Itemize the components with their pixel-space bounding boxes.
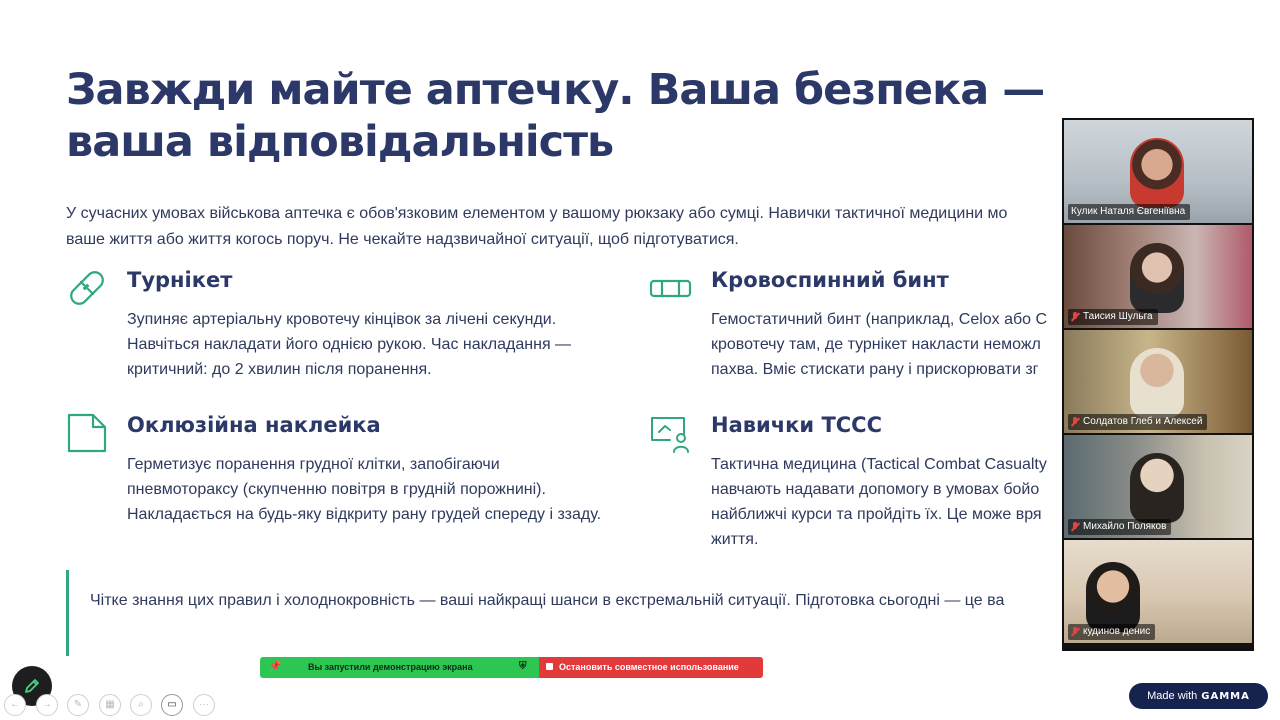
slide-title-line-1: Завжди майте аптечку. Ваша безпека — — [66, 65, 1045, 115]
participant-tile[interactable] — [1064, 435, 1252, 538]
participant-tile[interactable] — [1064, 330, 1252, 433]
mic-off-icon — [1071, 627, 1080, 637]
brush-button[interactable] — [67, 694, 89, 716]
feature-line: найближчі курси та пройдіть їх. Це може вря — [711, 506, 1042, 523]
made-with-gamma-badge[interactable] — [1129, 683, 1268, 709]
participant-name: Михайло Поляков — [1083, 521, 1167, 532]
stop-sharing-label: Остановить совместное использование — [559, 662, 739, 672]
feature-line: пневмотораксу (скупченню повітря в грудній порожнині). — [127, 481, 546, 498]
feature-line: Зупиняє артеріальну кровотечу кінцівок за лічені секунди. — [127, 311, 557, 328]
participant-video — [1130, 138, 1184, 208]
next-slide-button[interactable] — [36, 694, 58, 716]
feature-description — [711, 307, 1047, 382]
more-options-button[interactable] — [193, 694, 215, 716]
feature-title: Турнікет — [127, 268, 233, 292]
feature-title: Навички TCCC — [711, 413, 883, 437]
feature-description — [127, 307, 571, 382]
stop-sharing-button[interactable] — [539, 657, 763, 678]
screen-share-status-label: Вы запустили демонстрацию экрана — [308, 662, 473, 672]
participant-video-strip — [1062, 118, 1254, 651]
brush-icon: ✎ — [73, 699, 83, 710]
participant-name: Таисия Шульга — [1083, 311, 1153, 322]
camera-icon: ▭ — [167, 699, 177, 710]
feature-title: Оклюзійна наклейка — [127, 413, 381, 437]
participant-tile[interactable] — [1064, 540, 1252, 643]
mic-off-icon — [1071, 312, 1080, 322]
arrow-left-icon: ← — [10, 699, 20, 710]
screen-share-bar — [260, 657, 763, 678]
stop-icon — [546, 663, 553, 670]
mic-off-icon — [1071, 417, 1080, 427]
bandage-icon — [66, 267, 108, 309]
document-icon — [66, 412, 108, 454]
feature-line: Герметизує поранення грудної клітки, запобігаючи — [127, 456, 500, 473]
participant-video — [1130, 348, 1184, 418]
pill-icon — [650, 267, 692, 309]
feature-line: Накладається на будь-яку відкриту рану грудей спереду і ззаду. — [127, 506, 602, 523]
feature-line: Тактична медицина (Tactical Combat Casualty — [711, 456, 1047, 473]
gamma-logo: GAMMA — [1201, 690, 1250, 702]
grid-view-button[interactable] — [99, 694, 121, 716]
mic-off-icon — [1071, 522, 1080, 532]
feature-line: навчають надавати допомогу в умовах бойо — [711, 481, 1040, 498]
participant-name: Солдатов Глеб и Алексей — [1083, 416, 1203, 427]
participant-tile[interactable] — [1064, 120, 1252, 223]
feature-title: Кровоспинний бинт — [711, 268, 949, 292]
feature-line: Гемостатичний бинт (наприклад, Celox або C — [711, 311, 1048, 328]
pen-icon — [23, 677, 41, 695]
feature-line: Навчіться накладати його однією рукою. Час накладання — — [127, 336, 572, 353]
participant-name-tag — [1068, 204, 1190, 220]
slide-title-line-2: ваша відповідальність — [66, 117, 614, 167]
participant-name: кудинов денис — [1083, 626, 1151, 637]
zoom-button[interactable] — [130, 694, 152, 716]
pin-icon[interactable]: 📌 — [269, 661, 282, 672]
feature-line: життя. — [711, 531, 759, 548]
magnifier-icon: ⌕ — [138, 699, 144, 710]
badge-prefix: Made with — [1147, 690, 1198, 702]
previous-slide-button[interactable] — [4, 694, 26, 716]
participant-name-tag — [1068, 414, 1207, 430]
arrow-right-icon: → — [42, 699, 52, 710]
feature-line: пахва. Вміє стискати рану і прискорювати зг — [711, 361, 1039, 378]
closing-quote: Чітке знання цих правил і холоднокровність — ваші найкращі шанси в екстремальній ситуації. Підготовка сьогодні — це ва — [90, 592, 1005, 609]
feature-line: критичний: до 2 хвилин після поранення. — [127, 361, 432, 378]
participant-name-tag — [1068, 309, 1158, 325]
participant-name-tag — [1068, 519, 1171, 535]
slide-title — [66, 64, 1186, 168]
participant-video — [1086, 562, 1140, 632]
more-icon: ··· — [199, 699, 209, 710]
quote-accent-bar — [66, 570, 69, 656]
camera-button[interactable] — [161, 694, 183, 716]
feature-line: кровотечу там, де турнікет накласти неможл — [711, 336, 1041, 353]
presentation-icon — [650, 412, 692, 454]
grid-icon: ▦ — [105, 699, 115, 710]
participant-tile[interactable] — [1064, 225, 1252, 328]
participant-name: Кулик Наталя Євгеніївна — [1071, 206, 1186, 217]
intro-line: У сучасних умовах військова аптечка є обов'язковим елементом у вашому рюкзаку або сумці. Навички тактичної медицини мо — [66, 205, 1008, 222]
intro-line: ваше життя або життя когось поруч. Не чекайте надзвичайної ситуації, щоб підготуватися. — [66, 231, 739, 248]
screen-share-status — [260, 657, 539, 678]
feature-description — [711, 452, 1047, 552]
participant-name-tag — [1068, 624, 1155, 640]
participant-video — [1130, 243, 1184, 313]
shield-icon: ⛨ — [519, 661, 527, 672]
feature-description — [127, 452, 601, 527]
participant-video — [1130, 453, 1184, 523]
